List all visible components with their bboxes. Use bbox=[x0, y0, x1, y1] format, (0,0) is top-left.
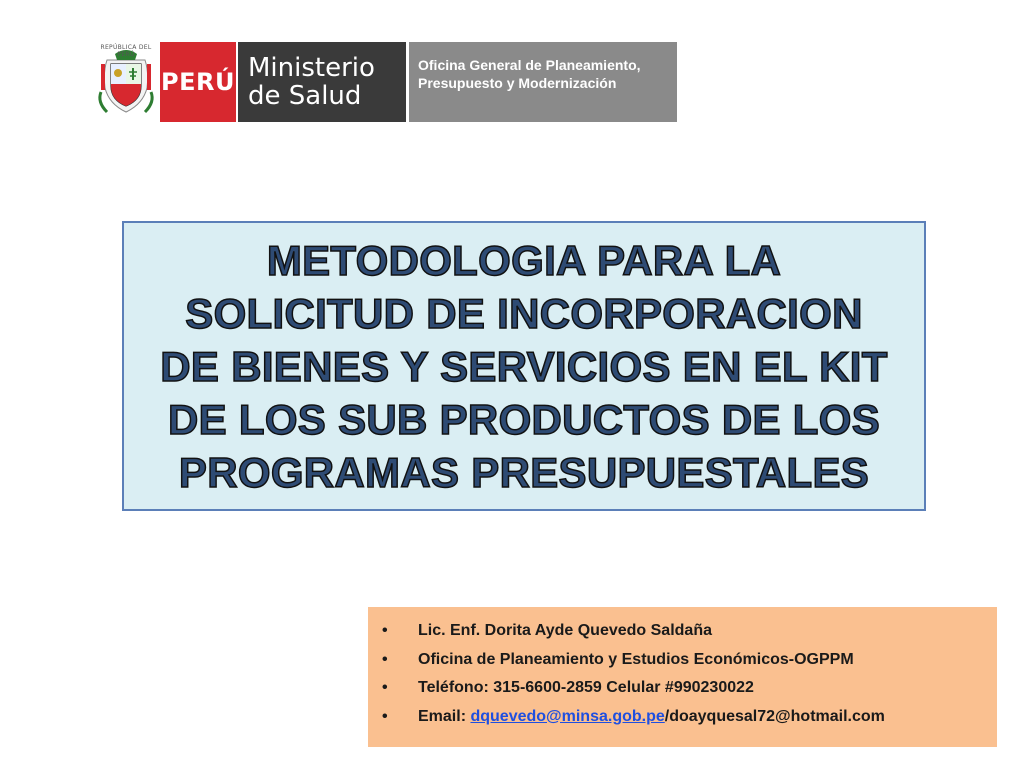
ministry-line-2: de Salud bbox=[248, 81, 362, 111]
email-label: Email: bbox=[418, 707, 471, 725]
office-line-1: Oficina General de Planeamiento, bbox=[418, 57, 641, 73]
contact-office: • Oficina de Planeamiento y Estudios Económicos-OGPPM bbox=[382, 646, 997, 675]
crest-caption: REPÚBLICA DEL PERÚ bbox=[100, 44, 152, 58]
office-name bbox=[409, 42, 677, 122]
title-box bbox=[122, 221, 926, 511]
contact-box bbox=[368, 607, 997, 747]
ministry-banner bbox=[95, 42, 677, 122]
contact-list bbox=[382, 617, 997, 731]
peru-label: PERÚ bbox=[160, 42, 236, 122]
office-line-2: Presupuesto y Modernización bbox=[418, 75, 617, 91]
contact-phone: • Teléfono: 315-6600-2859 Celular #990230022 bbox=[382, 674, 997, 703]
slide-title: METODOLOGIA PARA LA SOLICITUD DE INCORPORACION DE BIENES Y SERVICIOS EN EL KIT DE LOS SUB PRODUCTOS DE LOS PROGRAMAS PRESUPUESTALES bbox=[160, 236, 888, 496]
email-link[interactable]: dquevedo@minsa.gob.pe bbox=[470, 707, 665, 725]
contact-email bbox=[382, 703, 997, 732]
ministry-name bbox=[238, 42, 406, 122]
email-secondary: /doayquesal72@hotmail.com bbox=[664, 707, 885, 725]
peru-coat-of-arms bbox=[95, 42, 157, 122]
ministry-line-1: Ministerio bbox=[248, 53, 375, 83]
contact-name: • Lic. Enf. Dorita Ayde Quevedo Saldaña bbox=[382, 617, 997, 646]
